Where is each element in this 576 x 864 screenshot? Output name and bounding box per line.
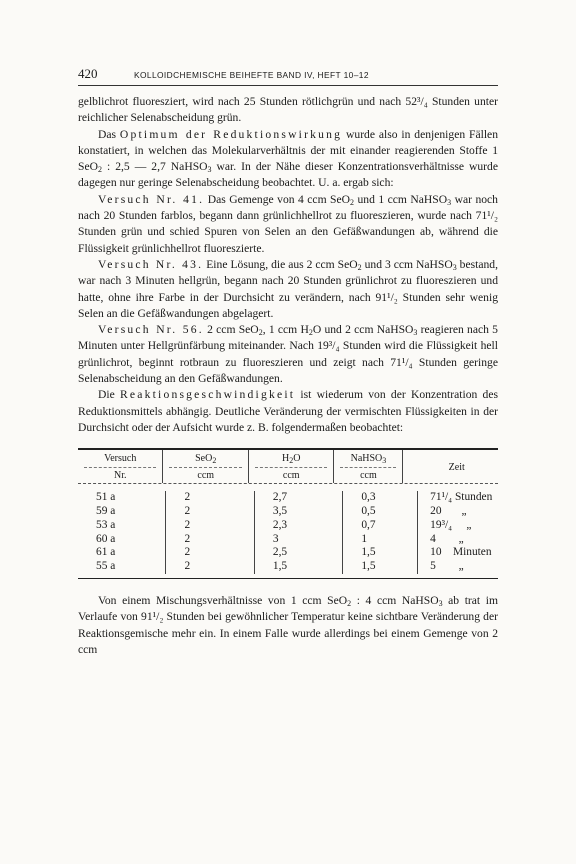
paragraph-reaktionsgeschwindigkeit: Die Reaktionsgeschwindigkeit ist wiederum von der Konzentration des Reduktionsmittels abhängig. Deutliche Veränderung der vermischten Flüssigkeiten in der Durchsicht oder der Aufsicht wurde z. B. folgendermaßen beobachtet: xyxy=(78,388,498,434)
header-nahso3: NaHSO$_3$ ccm xyxy=(334,450,403,483)
table-row: 60 a 2 3 1 4 „ xyxy=(78,533,498,547)
paragraph-versuch-56: Versuch Nr. 56. 2 ccm SeO$_2$, 1 ccm $H_2O$ und 2 ccm NaHSO$_3$ reagieren nach 5 Minuten unter Hellgrünfärbung miteinander. Nach 19³/₄ Stunden wird die Flüssigkeit hell grünlichrot, beginnt rotbraun zu fluoreszieren und zeigt nach 71¹/₄ Stunden geringe Selenabscheidung an den Gefäßwandungen. xyxy=(78,323,498,386)
paragraph-versuch-41: Versuch Nr. 41. Das Gemenge von 4 ccm SeO$_2$ und 1 ccm NaHSO$_3$ war noch nach 20 Stunden farblos, begann dann grünlichhellrot zu fluoreszieren, wurde nach 71¹/₂ Stunden grün und schied Spuren von Selen an den Gefäßwandungen ab, während die Flüssigkeit grünlichhellrot fluoreszierte. xyxy=(78,192,498,255)
paragraph-2: Das Optimum der Reduktionswirkung wurde also in denjenigen Fällen konstatiert, in welchen das Molekularverhältnis der mit einander reagierenden Stoffe 1 SeO$_2$ : 2,5 — 2,7 NaHSO$_3$ war. In der Nähe dieser Konzentrationsverhältnisse wurde dagegen nur geringe Selenabscheidung beobachtet. U. a. ergab sich: xyxy=(78,127,498,190)
table-row: 53 a 2 2,3 0,7 19³/₄ „ xyxy=(78,519,498,533)
versuch-label: Versuch Nr. 41. xyxy=(98,192,205,206)
header-seo2: SeO$_2$ ccm xyxy=(163,450,248,483)
data-table xyxy=(78,448,498,579)
page-number: 420 xyxy=(78,66,98,81)
page xyxy=(78,66,498,658)
table-row: 59 a 2 3,5 0,5 20 „ xyxy=(78,505,498,519)
table-row: 51 a 2 2,7 0,3 71¹/₄ Stunden xyxy=(78,491,498,505)
paragraph-final: Von einem Mischungsverhältnisse von 1 ccm SeO$_2$ : 4 ccm NaHSO$_3$ ab trat im Verlaufe von 91¹/₂ Stunden bei gewöhnlicher Temperatur keine sichtbare Veränderung der Reaktionsgemische mehr ein. In einem Falle wurde allerdings bei einem Gemenge von 2 ccm xyxy=(78,594,498,656)
table-body xyxy=(78,484,498,578)
table-row: 61 a 2 2,5 1,5 10 Minuten xyxy=(78,546,498,560)
versuch-label: Versuch Nr. 43. xyxy=(98,257,204,271)
paragraph-1: gelblichrot fluoresziert, wird nach 25 Stunden rötlichgrün und nach 52³/₄ Stunden unter reichlicher Selenabscheidung grün. xyxy=(78,95,498,125)
running-title: KOLLOIDCHEMISCHE BEIHEFTE BAND IV, HEFT 10–12 xyxy=(134,70,369,80)
header-zeit: Zeit xyxy=(448,461,465,473)
spaced-heading: Reaktionsgeschwindigkeit xyxy=(120,388,296,402)
paragraph-versuch-43: Versuch Nr. 43. Eine Lösung, die aus 2 ccm SeO$_2$ und 3 ccm NaHSO$_3$ bestand, war nach 3 Minuten hellgrün, begann nach 20 Stunden grünlichrot zu fluoreszieren und hatte, ohne ihre Farbe in der Durchsicht zu verändern, nach 91¹/₂ Stunden sehr wenig Selen an die Gefäßwandungen abgelagert. xyxy=(78,257,498,320)
versuch-label: Versuch Nr. 56. xyxy=(98,323,204,337)
header-h2o: $H_2O$ ccm xyxy=(249,450,334,483)
table-header xyxy=(78,450,498,484)
spaced-heading: Optimum der Reduktionswirkung xyxy=(119,127,343,141)
page-header xyxy=(78,66,498,86)
header-versuch: Versuch Nr. xyxy=(78,450,163,483)
table-row: 55 a 2 1,5 1,5 5 „ xyxy=(78,560,498,574)
